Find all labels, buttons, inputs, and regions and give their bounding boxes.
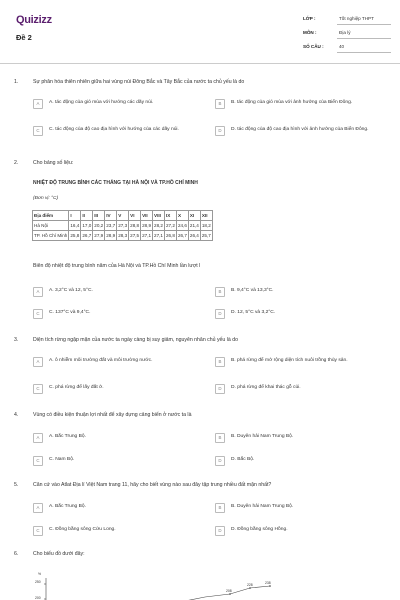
option-text: D. tác động của độ cao địa hình với ảnh hưởng của Biển Đông. xyxy=(231,127,369,132)
option-a[interactable] xyxy=(33,434,208,443)
chart-point xyxy=(269,585,271,587)
chart-series-line xyxy=(180,586,270,600)
option-c[interactable] xyxy=(33,527,208,536)
meta-underline xyxy=(337,24,391,25)
chart-y-tick: 200 xyxy=(35,596,41,600)
meta-underline xyxy=(337,38,391,39)
option-text: B. Duyên hải Nam Trung Bộ. xyxy=(231,504,294,509)
table-cell: 18,2 xyxy=(200,221,212,231)
table-cell: Hà Nội xyxy=(33,221,69,231)
chart-unit-label: % xyxy=(38,572,42,576)
meta-value: Địa lý xyxy=(339,30,351,35)
option-letter: C xyxy=(33,126,43,136)
question-text: Diện tích rừng ngập mặn của nước ta ngày càng bị suy giảm, nguyên nhân chủ yếu là do xyxy=(33,337,239,343)
option-d[interactable] xyxy=(215,527,385,536)
question-text: Sự phân hóa thiên nhiên giữa hai vùng núi Đông Bắc và Tây Bắc của nước ta chủ yếu là do xyxy=(33,79,245,85)
table-title: NHIỆT ĐỘ TRUNG BÌNH CÁC THÁNG TẠI HÀ NỘI VÀ TP.HỒ CHÍ MINH xyxy=(33,180,198,186)
option-b[interactable] xyxy=(215,358,385,367)
option-letter: D xyxy=(215,456,225,466)
table-cell: 26,7 xyxy=(176,231,188,241)
option-text: B. phá rừng để mở rộng diện tích nuôi trồng thủy sản. xyxy=(231,358,348,363)
option-letter: A xyxy=(33,433,43,443)
option-letter: C xyxy=(33,384,43,394)
option-c[interactable] xyxy=(33,385,208,394)
option-letter: B xyxy=(215,287,225,297)
option-text: D. Bắc Bộ. xyxy=(231,457,255,462)
option-d[interactable] xyxy=(215,310,385,319)
table-cell: III xyxy=(93,211,105,221)
option-b[interactable] xyxy=(215,504,385,513)
table-cell: 16,4 xyxy=(69,221,81,231)
meta-key: LỚP : xyxy=(303,16,316,21)
chart-y-tick: 250 xyxy=(35,580,41,584)
option-d[interactable] xyxy=(215,385,385,394)
table-cell: 27,1 xyxy=(141,231,153,241)
option-text: C. Nam Bộ. xyxy=(49,457,75,462)
chart-point-label: 238 xyxy=(265,581,271,585)
question-prompt: Biên độ nhiệt độ trung bình năm của Hà Nội và TP.Hồ Chí Minh lần lượt l xyxy=(33,263,201,269)
question-text: Cho bảng số liệu: xyxy=(33,160,74,166)
option-text: B. Duyên hải Nam Trung Bộ. xyxy=(231,434,294,439)
meta-value: 40 xyxy=(339,44,345,49)
meta-key: SỐ CÂU : xyxy=(303,44,324,49)
table-cell: II xyxy=(81,211,93,221)
table-cell: 27,9 xyxy=(93,231,105,241)
question-number: 4. xyxy=(14,412,19,418)
table-header-row xyxy=(33,211,213,221)
table-cell: 17,0 xyxy=(81,221,93,231)
option-a[interactable] xyxy=(33,100,208,109)
table-cell: 23,7 xyxy=(105,221,117,231)
quizizz-logo: Quizizz xyxy=(16,14,52,26)
table-cell: 28,2 xyxy=(153,221,165,231)
meta-key: MÔN : xyxy=(303,30,317,35)
table-unit: (Đơn vị: °C) xyxy=(33,196,59,201)
option-letter: C xyxy=(33,309,43,319)
option-letter: B xyxy=(215,357,225,367)
meta-row-subject xyxy=(303,30,391,44)
table-cell: 27,3 xyxy=(117,221,129,231)
question-text: Vùng có điều kiện thuận lợi nhất để xây dựng cảng biển ở nước ta là xyxy=(33,412,192,418)
table-cell: VI xyxy=(129,211,141,221)
table-cell: 25,8 xyxy=(69,231,81,241)
option-letter: D xyxy=(215,309,225,319)
chart-point xyxy=(249,587,251,589)
table-cell: 24,6 xyxy=(176,221,188,231)
meta-underline xyxy=(337,52,391,53)
table-cell: 25,7 xyxy=(200,231,212,241)
option-text: C. phá rừng để lấy đất ở. xyxy=(49,385,104,390)
option-letter: A xyxy=(33,287,43,297)
table-cell: 26,4 xyxy=(188,231,200,241)
question-number: 2. xyxy=(14,160,19,166)
question-text: Căn cứ vào Atlat Địa lí Việt Nam trang 11, hãy cho biết vùng nào sau đây tập trung nhiều đất mặn nhất? xyxy=(33,482,272,488)
option-c[interactable] xyxy=(33,310,208,319)
option-b[interactable] xyxy=(215,100,385,109)
table-cell: 28,9 xyxy=(141,221,153,231)
option-b[interactable] xyxy=(215,434,385,443)
option-b[interactable] xyxy=(215,288,385,297)
meta-row-class xyxy=(303,16,391,30)
option-text: A. tác động của gió mùa với hướng các dãy núi. xyxy=(49,100,154,105)
table-cell: TP. Hồ Chí Minh xyxy=(33,231,69,241)
chart-point-label: 228 xyxy=(247,583,253,587)
table-cell: Địa điểm xyxy=(33,211,69,221)
question-number: 3. xyxy=(14,337,19,343)
option-a[interactable] xyxy=(33,504,208,513)
page-title: Đề 2 xyxy=(16,33,32,42)
table-cell: VII xyxy=(141,211,153,221)
option-c[interactable] xyxy=(33,457,208,466)
chart-point-label: 208 xyxy=(226,589,232,593)
table-cell: VIII xyxy=(153,211,165,221)
option-letter: B xyxy=(215,503,225,513)
table-cell: 28,8 xyxy=(129,221,141,231)
option-text: A. ô nhiễm môi trường đất và môi trường nước. xyxy=(49,358,153,363)
option-text: C. tác động của độ cao địa hình với hướng của các dãy núi. xyxy=(49,127,179,132)
option-d[interactable] xyxy=(215,457,385,466)
meta-value: Tốt nghiệp THPT xyxy=(339,16,374,21)
option-letter: A xyxy=(33,357,43,367)
option-a[interactable] xyxy=(33,358,208,367)
option-letter: B xyxy=(215,433,225,443)
option-text: D. Đồng bằng sông Hồng. xyxy=(231,527,288,532)
table-cell: 28,9 xyxy=(105,231,117,241)
question-number: 1. xyxy=(14,79,19,85)
table-cell: V xyxy=(117,211,129,221)
option-letter: C xyxy=(33,526,43,536)
table-cell: 21,4 xyxy=(188,221,200,231)
table-cell: I xyxy=(69,211,81,221)
table-cell: IV xyxy=(105,211,117,221)
option-text: C. Đồng bằng sông Cửu Long. xyxy=(49,527,116,532)
table-cell: 26,8 xyxy=(165,231,177,241)
option-text: B. 9,4°C và 13,3°C. xyxy=(231,288,274,293)
table-cell: X xyxy=(176,211,188,221)
question-number: 6. xyxy=(14,551,19,557)
option-letter: D xyxy=(215,526,225,536)
table-row xyxy=(33,231,213,241)
option-letter: D xyxy=(215,126,225,136)
table-cell: 27,1 xyxy=(153,231,165,241)
table-cell: 27,5 xyxy=(129,231,141,241)
option-text: D. phá rừng để khai thác gỗ củi. xyxy=(231,385,301,390)
table-row xyxy=(33,221,213,231)
temperature-table xyxy=(32,210,213,241)
option-text: A. Bắc Trung Bộ. xyxy=(49,434,86,439)
table-cell: 20,2 xyxy=(93,221,105,231)
question-text: Cho biểu đồ dưới đây: xyxy=(33,551,85,557)
option-text: B. tác động của gió mùa với ảnh hưởng của Biển Đông. xyxy=(231,100,353,105)
question-number: 5. xyxy=(14,482,19,488)
chart-point xyxy=(229,593,231,595)
option-letter: C xyxy=(33,456,43,466)
option-c[interactable] xyxy=(33,127,208,136)
table-cell: XI xyxy=(188,211,200,221)
option-d[interactable] xyxy=(215,127,385,136)
header-divider xyxy=(0,63,400,64)
option-a[interactable] xyxy=(33,288,208,297)
table-cell: 26,7 xyxy=(81,231,93,241)
table-cell: XII xyxy=(200,211,212,221)
option-text: A. 3,2°C và 12, 5°C. xyxy=(49,288,93,293)
option-text: D. 12, 5°C và 3,2°C. xyxy=(231,310,276,315)
table-cell: 27,2 xyxy=(165,221,177,231)
option-letter: D xyxy=(215,384,225,394)
option-letter: B xyxy=(215,99,225,109)
option-text: A. Bắc Trung Bộ. xyxy=(49,504,86,509)
meta-panel xyxy=(303,16,391,58)
option-letter: A xyxy=(33,99,43,109)
table-cell: IX xyxy=(165,211,177,221)
option-letter: A xyxy=(33,503,43,513)
table-cell: 28,3 xyxy=(117,231,129,241)
option-text: C. 137°C và 9,4°C. xyxy=(49,310,91,315)
meta-row-count xyxy=(303,44,391,58)
